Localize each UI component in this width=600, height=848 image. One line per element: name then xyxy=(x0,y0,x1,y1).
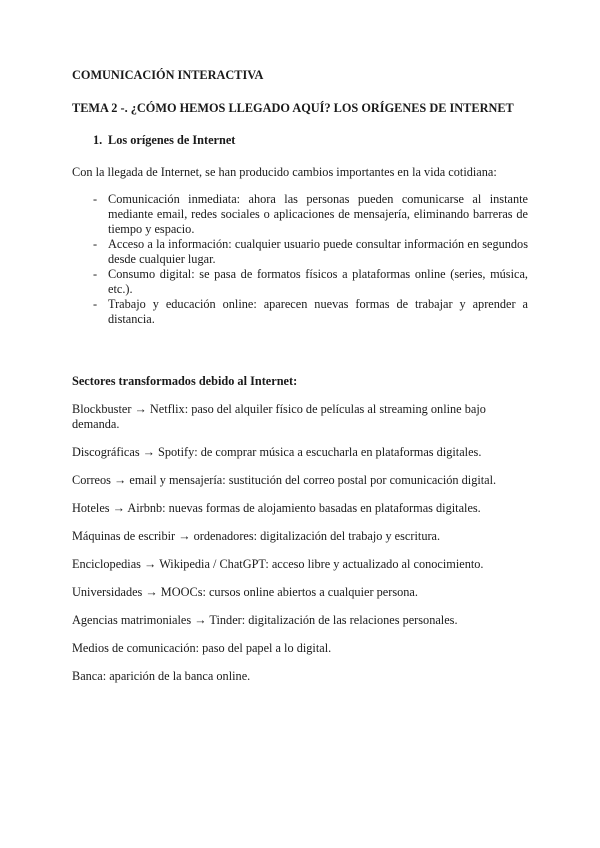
sector-paragraph: Máquinas de escribir → ordenadores: digitalización del trabajo y escritura. xyxy=(72,529,441,543)
bullet-dash: - xyxy=(93,297,98,311)
list-item-text: Acceso a la información: cualquier usuario puede consultar información en segundos desde cualquier lugar. xyxy=(108,237,528,266)
topic-title: TEMA 2 -. ¿CÓMO HEMOS LLEGADO AQUÍ? LOS ORÍGENES DE INTERNET xyxy=(72,101,514,115)
intro-paragraph: Con la llegada de Internet, se han producido cambios importantes en la vida cotidiana: xyxy=(72,165,497,179)
list-item-text: Comunicación inmediata: ahora las personas pueden comunicarse al instante mediante email, redes sociales o aplicaciones de mensajería, eliminando barreras de tiempo y espacio. xyxy=(108,192,528,236)
sector-paragraph: Hoteles → Airbnb: nuevas formas de alojamiento basadas en plataformas digitales. xyxy=(72,501,481,515)
section-heading-text: Los orígenes de Internet xyxy=(108,133,236,147)
sector-paragraph: Banca: aparición de la banca online. xyxy=(72,669,251,683)
section-heading xyxy=(93,133,528,148)
changes-list xyxy=(72,192,528,327)
sector-paragraph: Universidades → MOOCs: cursos online abiertos a cualquier persona. xyxy=(72,585,418,599)
document-title: COMUNICACIÓN INTERACTIVA xyxy=(72,68,264,82)
list-item-text: Consumo digital: se pasa de formatos físicos a plataformas online (series, música, etc.). xyxy=(108,267,528,296)
sector-paragraph: Blockbuster → Netflix: paso del alquiler físico de películas al streaming online bajo demanda. xyxy=(72,402,486,431)
sector-paragraph: Enciclopedias → Wikipedia / ChatGPT: acceso libre y actualizado al conocimiento. xyxy=(72,557,484,571)
list-item xyxy=(72,237,528,267)
sector-paragraph: Medios de comunicación: paso del papel a lo digital. xyxy=(72,641,332,655)
document-page xyxy=(72,68,528,684)
list-item xyxy=(72,192,528,237)
list-item-text: Trabajo y educación online: aparecen nuevas formas de trabajar y aprender a distancia. xyxy=(108,297,528,326)
list-item xyxy=(72,297,528,327)
sectors-heading: Sectores transformados debido al Internet: xyxy=(72,374,298,388)
bullet-dash: - xyxy=(93,237,98,251)
sector-paragraph: Agencias matrimoniales → Tinder: digitalización de las relaciones personales. xyxy=(72,613,458,627)
bullet-dash: - xyxy=(93,192,98,206)
sector-paragraph: Discográficas → Spotify: de comprar música a escucharla en plataformas digitales. xyxy=(72,445,482,459)
list-item xyxy=(72,267,528,297)
sector-paragraph: Correos → email y mensajería: sustitución del correo postal por comunicación digital. xyxy=(72,473,497,487)
section-number: 1. xyxy=(93,133,103,147)
bullet-dash: - xyxy=(93,267,98,281)
